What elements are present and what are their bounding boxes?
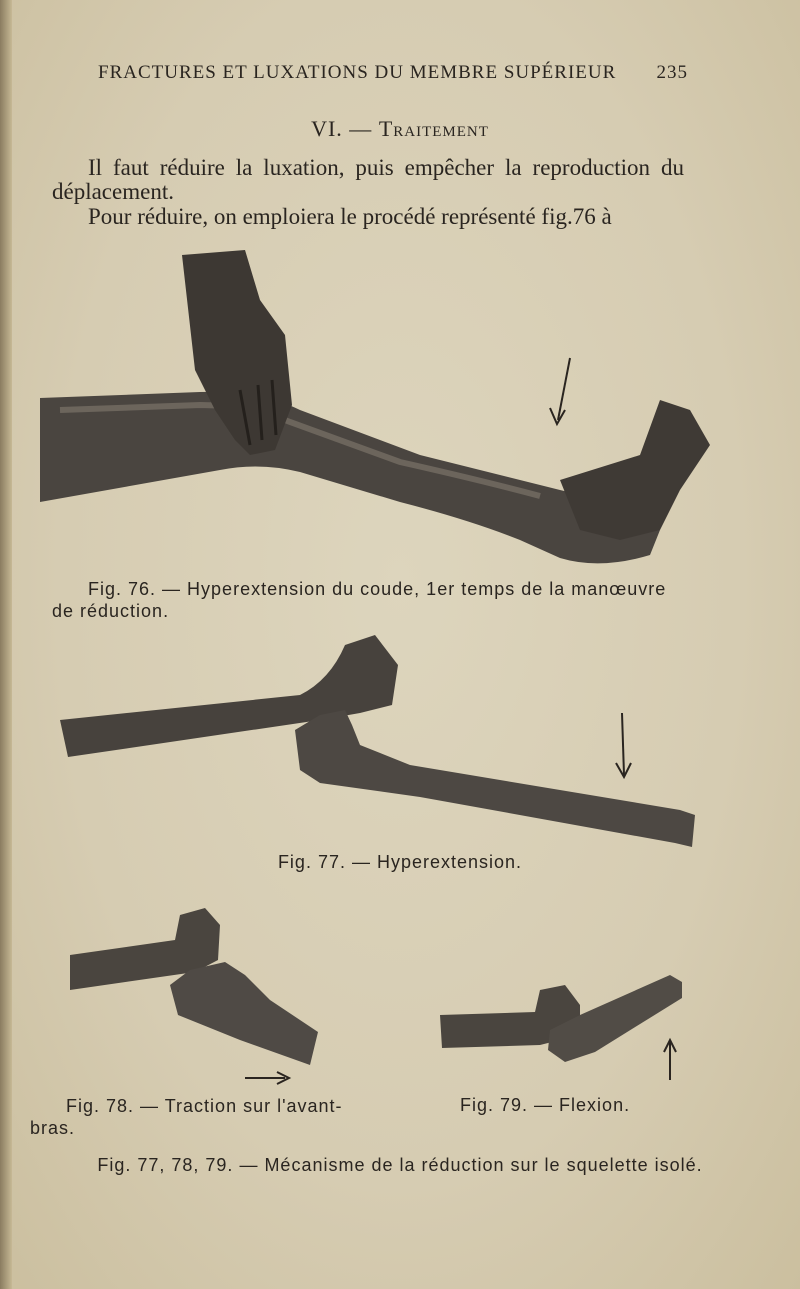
running-head-title: FRACTURES ET LUXATIONS DU MEMBRE SUPÉRIEUR — [98, 62, 617, 83]
fig76-arm — [40, 392, 660, 564]
paragraph-2: Pour réduire, on emploiera le procédé représenté fig.76 à — [88, 204, 612, 229]
fig79-illustration — [420, 960, 720, 1095]
fig76-illustration — [0, 240, 800, 580]
fig76-caption-text: — Hyperextension du coude, 1er temps de la manœuvre de réduction. — [52, 579, 667, 621]
fig79-caption — [460, 1095, 720, 1116]
group-caption-label: Fig. 77, 78, 79. — [97, 1155, 234, 1175]
fig77-illustration — [0, 625, 800, 855]
fig77-arrow — [616, 713, 631, 777]
fig77-caption — [0, 852, 800, 873]
fig79-caption-text: — Flexion. — [534, 1095, 631, 1115]
fig78-illustration — [0, 900, 400, 1095]
fig79-caption-label: Fig. 79. — [460, 1095, 529, 1115]
fig76-caption-label: Fig. 76. — [88, 579, 157, 599]
fig76-right-hand — [560, 400, 710, 540]
fig78-arrow — [245, 1072, 289, 1084]
section-title — [0, 116, 800, 142]
fig76-caption — [52, 578, 692, 622]
fig77-caption-label: Fig. 77. — [277, 852, 346, 872]
section-number: VI. — — [311, 116, 373, 141]
fig77-caption-text: — Hyperextension. — [351, 852, 523, 872]
paragraph-1: Il faut réduire la luxation, puis empêcher la reproduction du déplacement. — [52, 155, 684, 204]
fig77-ulna — [295, 710, 695, 847]
fig79-arrow — [664, 1040, 676, 1080]
running-head — [98, 62, 688, 84]
group-caption — [0, 1155, 800, 1176]
group-caption-text: — Mécanisme de la réduction sur le squelette isolé. — [239, 1155, 703, 1175]
section-title-text: Traitement — [378, 116, 489, 141]
fig78-ulna — [170, 962, 318, 1065]
fig78-caption-text: — Traction sur l'avant-bras. — [30, 1096, 343, 1138]
fig78-caption-label: Fig. 78. — [66, 1096, 135, 1116]
page-number: 235 — [656, 62, 688, 83]
fig78-caption — [30, 1095, 350, 1139]
fig76-arrow — [550, 358, 570, 424]
